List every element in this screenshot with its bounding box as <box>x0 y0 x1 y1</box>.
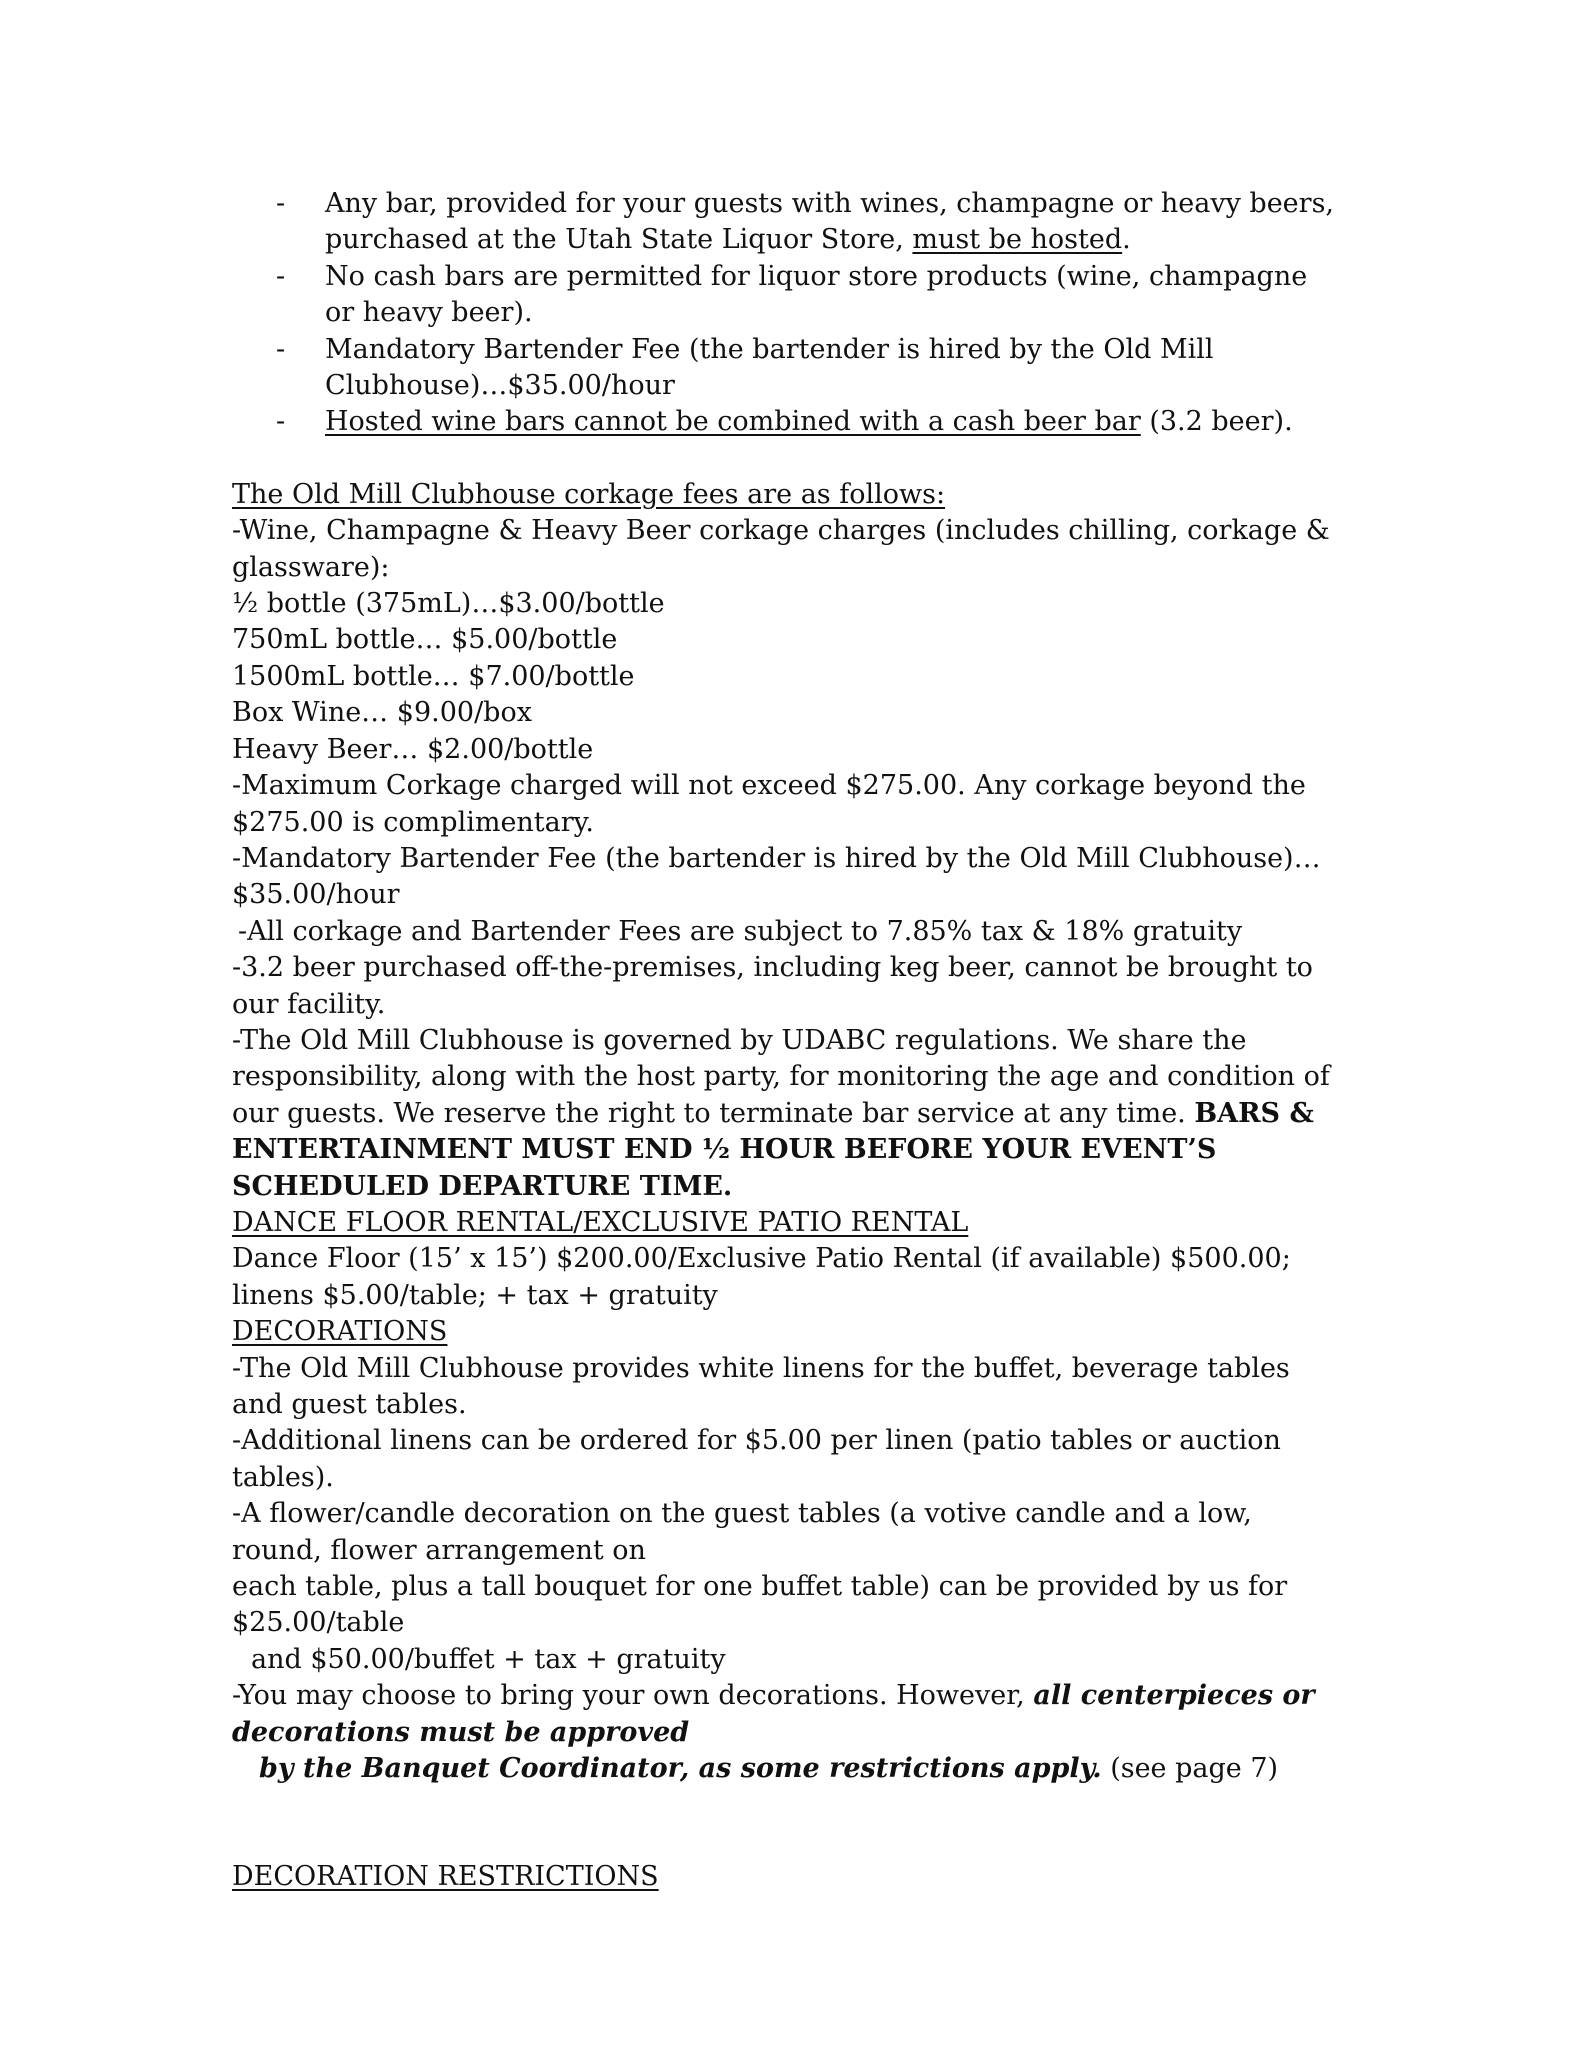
bullet-dash: - <box>276 406 286 438</box>
decorations-flower-line-3: and $50.00/buffet + tax + gratuity <box>251 1643 726 1675</box>
corkage-bartender-fee: -Mandatory Bartender Fee (the bartender is hired by the Old Mill Clubhouse)…$35.00/hour <box>232 842 1321 911</box>
corkage-fee-box-wine: Box Wine… $9.00/box <box>232 697 532 729</box>
approval-notice-cont: by the Banquet Coordinator, as some restrictions apply. <box>259 1753 1102 1785</box>
decorations-own-line-1: -You may choose to bring your own decorations. However, all centerpieces or decorations must be approved <box>232 1680 1315 1748</box>
bar-rules-list <box>232 186 1342 441</box>
approval-notice: all centerpieces or decorations must be approved <box>232 1680 1315 1748</box>
corkage-tax: -All corkage and Bartender Fees are subject to 7.85% tax & 18% gratuity <box>238 915 1243 947</box>
decorations-flower-line-2: each table, plus a tall bouquet for one buffet table) can be provided by us for $25.00/table <box>232 1571 1288 1639</box>
decoration-restrictions-heading: DECORATION RESTRICTIONS <box>232 1861 659 1893</box>
must-be-hosted-emphasis: must be hosted <box>912 224 1123 256</box>
bullet-dash: - <box>276 260 286 292</box>
decorations-own-line-2: by the Banquet Coordinator, as some restrictions apply. (see page 7) <box>259 1753 1279 1785</box>
bar-rule-item: - Hosted wine bars cannot be combined with a cash beer bar (3.2 beer). <box>232 404 1342 440</box>
corkage-fee-750ml: 750mL bottle… $5.00/bottle <box>232 624 618 656</box>
dance-floor-text: Dance Floor (15’ x 15’) $200.00/Exclusive Patio Rental (if available) $500.00; linens $5.00/table; + tax + gratuity <box>232 1243 1291 1311</box>
bar-rule-item: - No cash bars are permitted for liquor store products (wine, champagne or heavy beer). <box>276 260 1308 329</box>
corkage-fee-heavy-beer: Heavy Beer… $2.00/bottle <box>232 733 594 765</box>
bullet-dash: - <box>276 188 286 219</box>
spacer <box>232 441 1342 477</box>
bar-rule-item: - Any bar, provided for your guests with wines, champagne or heavy beers, purchased at the Utah State Liquor Store, must be hosted. <box>276 188 1335 256</box>
corkage-max: -Maximum Corkage charged will not exceed $275.00. Any corkage beyond the $275.00 is complimentary. <box>232 770 1306 838</box>
bullet-dash: - <box>276 333 286 365</box>
decorations-additional-linens: -Additional linens can be ordered for $5.00 per linen (patio tables or auction tables). <box>232 1425 1281 1493</box>
bars-end-notice: BARS & ENTERTAINMENT MUST END ½ HOUR BEFORE YOUR EVENT’S SCHEDULED DEPARTURE TIME. <box>232 1097 1314 1202</box>
corkage-beer-rule: -3.2 beer purchased off-the-premises, including keg beer, cannot be brought to our facility. <box>232 952 1313 1020</box>
corkage-fee-half-bottle: ½ bottle (375mL)…$3.00/bottle <box>232 588 665 620</box>
dance-floor-heading: DANCE FLOOR RENTAL/EXCLUSIVE PATIO RENTAL <box>232 1206 969 1238</box>
udabc-paragraph: -The Old Mill Clubhouse is governed by UDABC regulations. We share the responsibility, along with the host party, for monitoring the age and condition of our guests. We reserve the right to terminate bar service at any time. BARS & ENTERTAINMENT MUST END ½ HOUR BEFORE YOUR EVENT’S SCHEDULED DEPARTURE TIME. <box>232 1024 1330 1202</box>
decorations-linens: -The Old Mill Clubhouse provides white linens for the buffet, beverage tables and guest tables. <box>232 1352 1290 1420</box>
decorations-heading: DECORATIONS <box>232 1316 448 1348</box>
hosted-wine-bar-emphasis: Hosted wine bars cannot be combined with a cash beer bar <box>325 406 1141 438</box>
corkage-heading: The Old Mill Clubhouse corkage fees are as follows: <box>232 478 946 510</box>
decorations-flower-line-1: -A flower/candle decoration on the guest tables (a votive candle and a low, round, flower arrangement on <box>232 1498 1252 1566</box>
corkage-intro: -Wine, Champagne & Heavy Beer corkage charges (includes chilling, corkage & glassware): <box>232 515 1330 583</box>
corkage-fee-1500ml: 1500mL bottle… $7.00/bottle <box>232 660 635 692</box>
bar-rule-item: - Mandatory Bartender Fee (the bartender is hired by the Old Mill Clubhouse)…$35.00/hour <box>276 333 1214 402</box>
spacer <box>232 1787 1342 1859</box>
